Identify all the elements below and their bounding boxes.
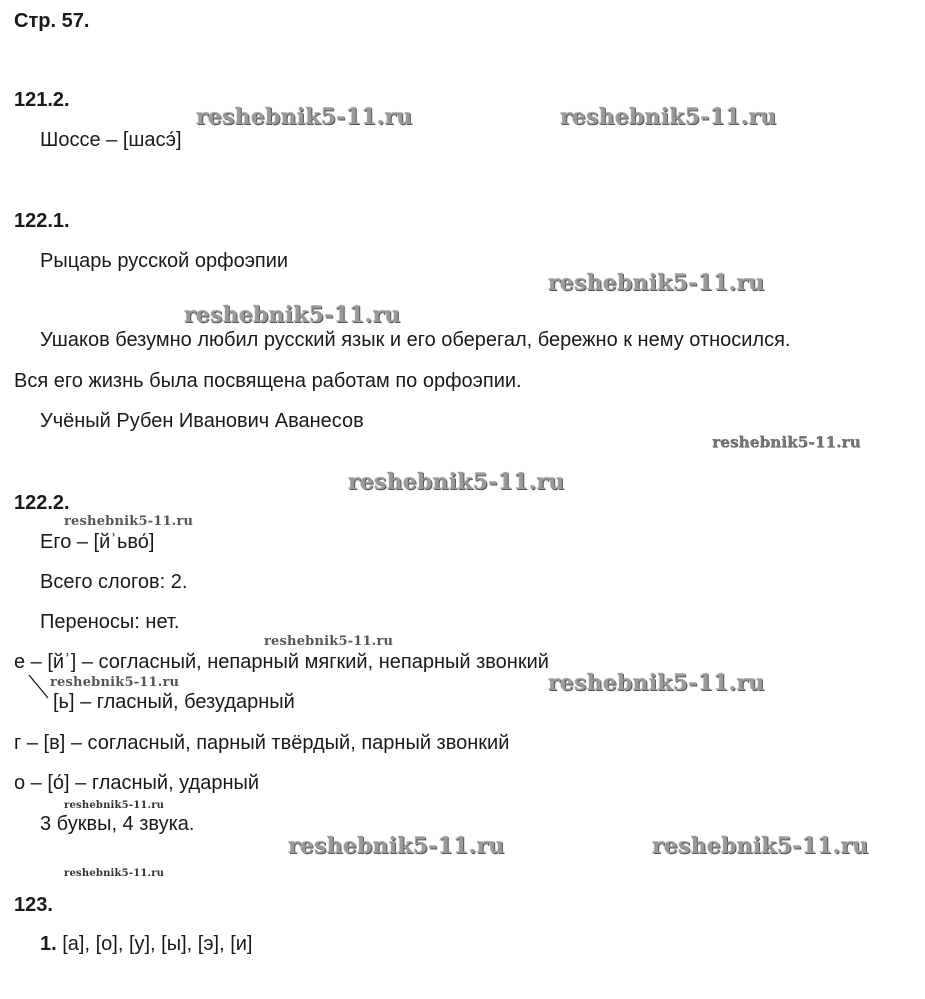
watermark: reshebnik5-11.ru [348, 469, 565, 495]
exercise-122-2-hyphenation: Переносы: нет. [40, 611, 180, 633]
watermark: reshebnik5-11.ru [184, 302, 401, 328]
exercise-122-2-syllables: Всего слогов: 2. [40, 571, 188, 593]
watermark: reshebnik5-11.ru [196, 104, 413, 130]
watermark: reshebnik5-11.ru [652, 833, 869, 859]
exercise-123-item [40, 932, 253, 956]
exercise-122-1-paragraph-line2: Вся его жизнь была посвящена работам по орфоэпии. [14, 370, 522, 392]
watermark: reshebnik5-11.ru [288, 833, 505, 859]
item-vowels: [а], [о], [у], [ы], [э], [и] [56, 933, 253, 955]
watermark: reshebnik5-11.ru [50, 675, 180, 690]
exercise-122-1-title: 122.1. [14, 210, 70, 232]
exercise-122-1-paragraph-line1: Ушаков безумно любил русский язык и его оберегал, бережно к нему относился. [40, 329, 791, 351]
watermark: reshebnik5-11.ru [264, 634, 394, 649]
letter-e-analysis: е – [йʾ] – согласный, непарный мягкий, непарный звонкий [14, 651, 549, 673]
exercise-123-title: 123. [14, 894, 53, 916]
exercise-122-2-word: Его – [йʾьво́] [40, 531, 155, 553]
watermark: reshebnik5-11.ru [560, 104, 777, 130]
exercise-122-1-heading: Рыцарь русской орфоэпии [40, 250, 289, 272]
letter-o-analysis: о – [о́] – гласный, ударный [14, 772, 260, 794]
item-number: 1. [40, 933, 57, 955]
letter-g-analysis: г – [в] – согласный, парный твёрдый, парный звонкий [14, 732, 510, 754]
exercise-121-2-line: Шоссе – [шасэ́] [40, 129, 182, 151]
letters-sounds-summary: 3 буквы, 4 звука. [40, 813, 195, 835]
exercise-122-2-title: 122.2. [14, 492, 70, 514]
watermark: reshebnik5-11.ru [548, 670, 765, 696]
watermark: reshebnik5-11.ru [64, 868, 165, 879]
exercise-122-1-scientist: Учёный Рубен Иванович Аванесов [40, 410, 364, 432]
watermark: reshebnik5-11.ru [64, 800, 165, 811]
letter-e-second-sound: [ь] – гласный, безударный [53, 691, 295, 713]
watermark: reshebnik5-11.ru [548, 270, 765, 296]
page-header: Стр. 57. [14, 10, 90, 32]
exercise-121-2-title: 121.2. [14, 89, 70, 111]
watermark: reshebnik5-11.ru [64, 514, 194, 529]
watermark: reshebnik5-11.ru [712, 433, 861, 451]
